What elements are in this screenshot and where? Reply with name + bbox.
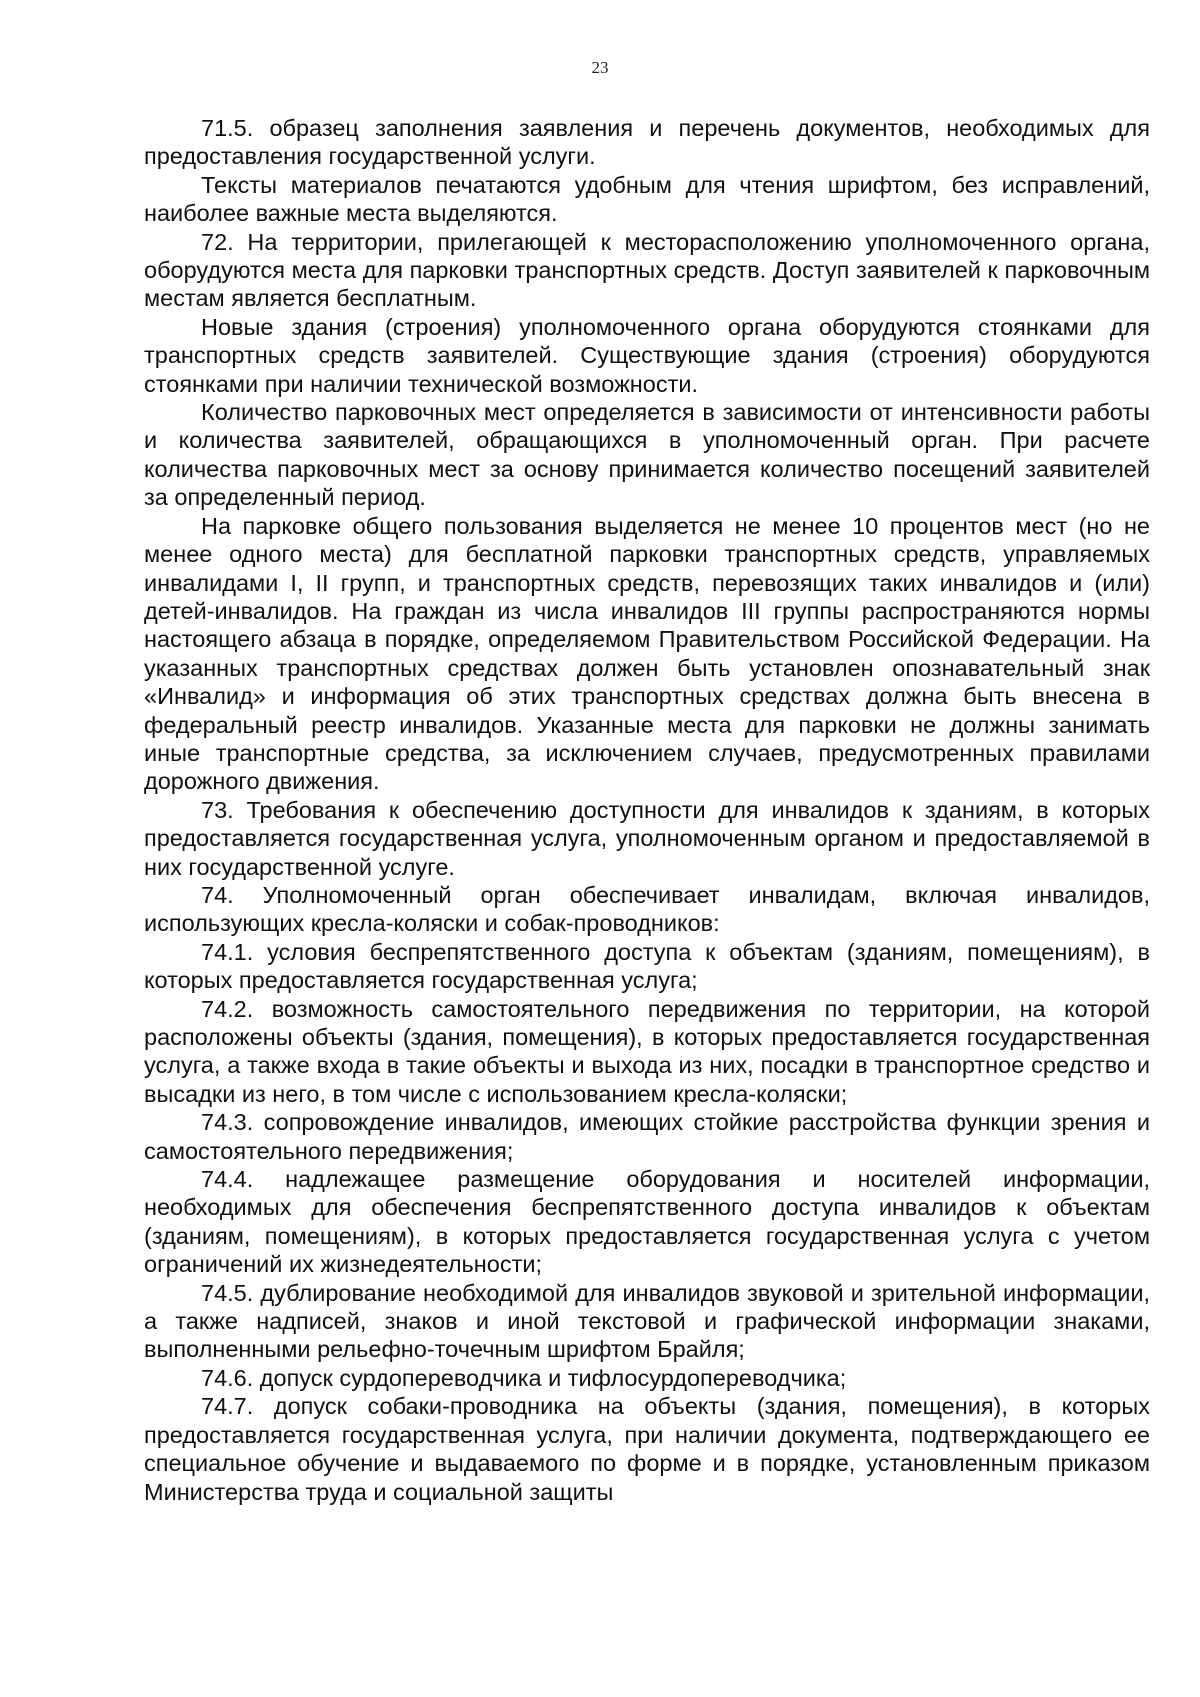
paragraph-72: 72. На территории, прилегающей к месторасположению уполномоченного органа, оборудуются места для парковки транспортных средств. Доступ заявителей к парковочным местам является бесплатным.: [144, 228, 1150, 312]
page-number: 23: [591, 58, 609, 77]
paragraph-74-6: 74.6. допуск сурдопереводчика и тифлосурдопереводчика;: [201, 1364, 847, 1391]
paragraph-71-5: 71.5. образец заполнения заявления и перечень документов, необходимых для предоставления государственной услуги.: [144, 115, 1150, 170]
document-body: [144, 114, 1150, 1506]
paragraph-disabled-parking: На парковке общего пользования выделяется не менее 10 процентов мест (но не менее одного места) для бесплатной парковки транспортных средств, управляемых инвалидами I, II групп, и транспортных средств, перевозящих таких инвалидов и (или) детей-инвалидов. На граждан из числа инвалидов III группы распространяются нормы настоящего абзаца в порядке, определяемом Правительством Российской Федерации. На указанных транспортных средствах должен быть установлен опознавательный знак «Инвалид» и информация об этих транспортных средствах должна быть внесена в федеральный реестр инвалидов. Указанные места для парковки не должны занимать иные транспортные средства, за исключением случаев, предусмотренных правилами дорожного движения.: [144, 512, 1150, 795]
paragraph-73: 73. Требования к обеспечению доступности для инвалидов к зданиям, в которых предоставляется государственная услуга, уполномоченным органом и предоставляемой в них государственной услуге.: [144, 796, 1150, 880]
paragraph-74-7: 74.7. допуск собаки-проводника на объекты (здания, помещения), в которых предоставляется государственная услуга, при наличии документа, подтверждающего ее специальное обучение и выдаваемого по форме и в порядке, установленным приказом Министерства труда и социальной защиты: [144, 1393, 1150, 1505]
paragraph-texts-materials: Тексты материалов печатаются удобным для чтения шрифтом, без исправлений, наиболее важные места выделяются.: [144, 171, 1150, 227]
paragraph-74-1: 74.1. условия беспрепятственного доступа к объектам (зданиям, помещениям), в которых предоставляется государственная услуга;: [144, 938, 1150, 994]
paragraph-parking-count: Количество парковочных мест определяется в зависимости от интенсивности работы и количества заявителей, обращающихся в уполномоченный орган. При расчете количества парковочных мест за основу принимается количество посещений заявителей за определенный период.: [144, 399, 1150, 511]
paragraph-new-buildings: Новые здания (строения) уполномоченного органа оборудуются стоянками для транспортных средств заявителей. Существующие здания (строения) оборудуются стоянками при наличии технической возможности.: [144, 313, 1150, 397]
paragraph-74-5: 74.5. дублирование необходимой для инвалидов звуковой и зрительной информации, а также надписей, знаков и иной текстовой и графической информации знаками, выполненными рельефно-точечным шрифтом Брайля;: [144, 1279, 1150, 1363]
paragraph-74: 74. Уполномоченный орган обеспечивает инвалидам, включая инвалидов, использующих кресла-коляски и собак-проводников:: [144, 881, 1150, 937]
paragraph-74-3: 74.3. сопровождение инвалидов, имеющих стойкие расстройства функции зрения и самостоятельного передвижения;: [144, 1109, 1150, 1164]
paragraph-74-4: 74.4. надлежащее размещение оборудования и носителей информации, необходимых для обеспечения беспрепятственного доступа инвалидов к объектам (зданиям, помещениям), в которых предоставляется государственная услуга с учетом ограничений их жизнедеятельности;: [144, 1166, 1150, 1278]
paragraph-74-2: 74.2. возможность самостоятельного передвижения по территории, на которой расположены объекты (здания, помещения), в которых предоставляется государственная услуга, а также входа в такие объекты и выхода из них, посадки в транспортное средство и высадки из него, в том числе с использованием кресла-коляски;: [144, 995, 1150, 1107]
